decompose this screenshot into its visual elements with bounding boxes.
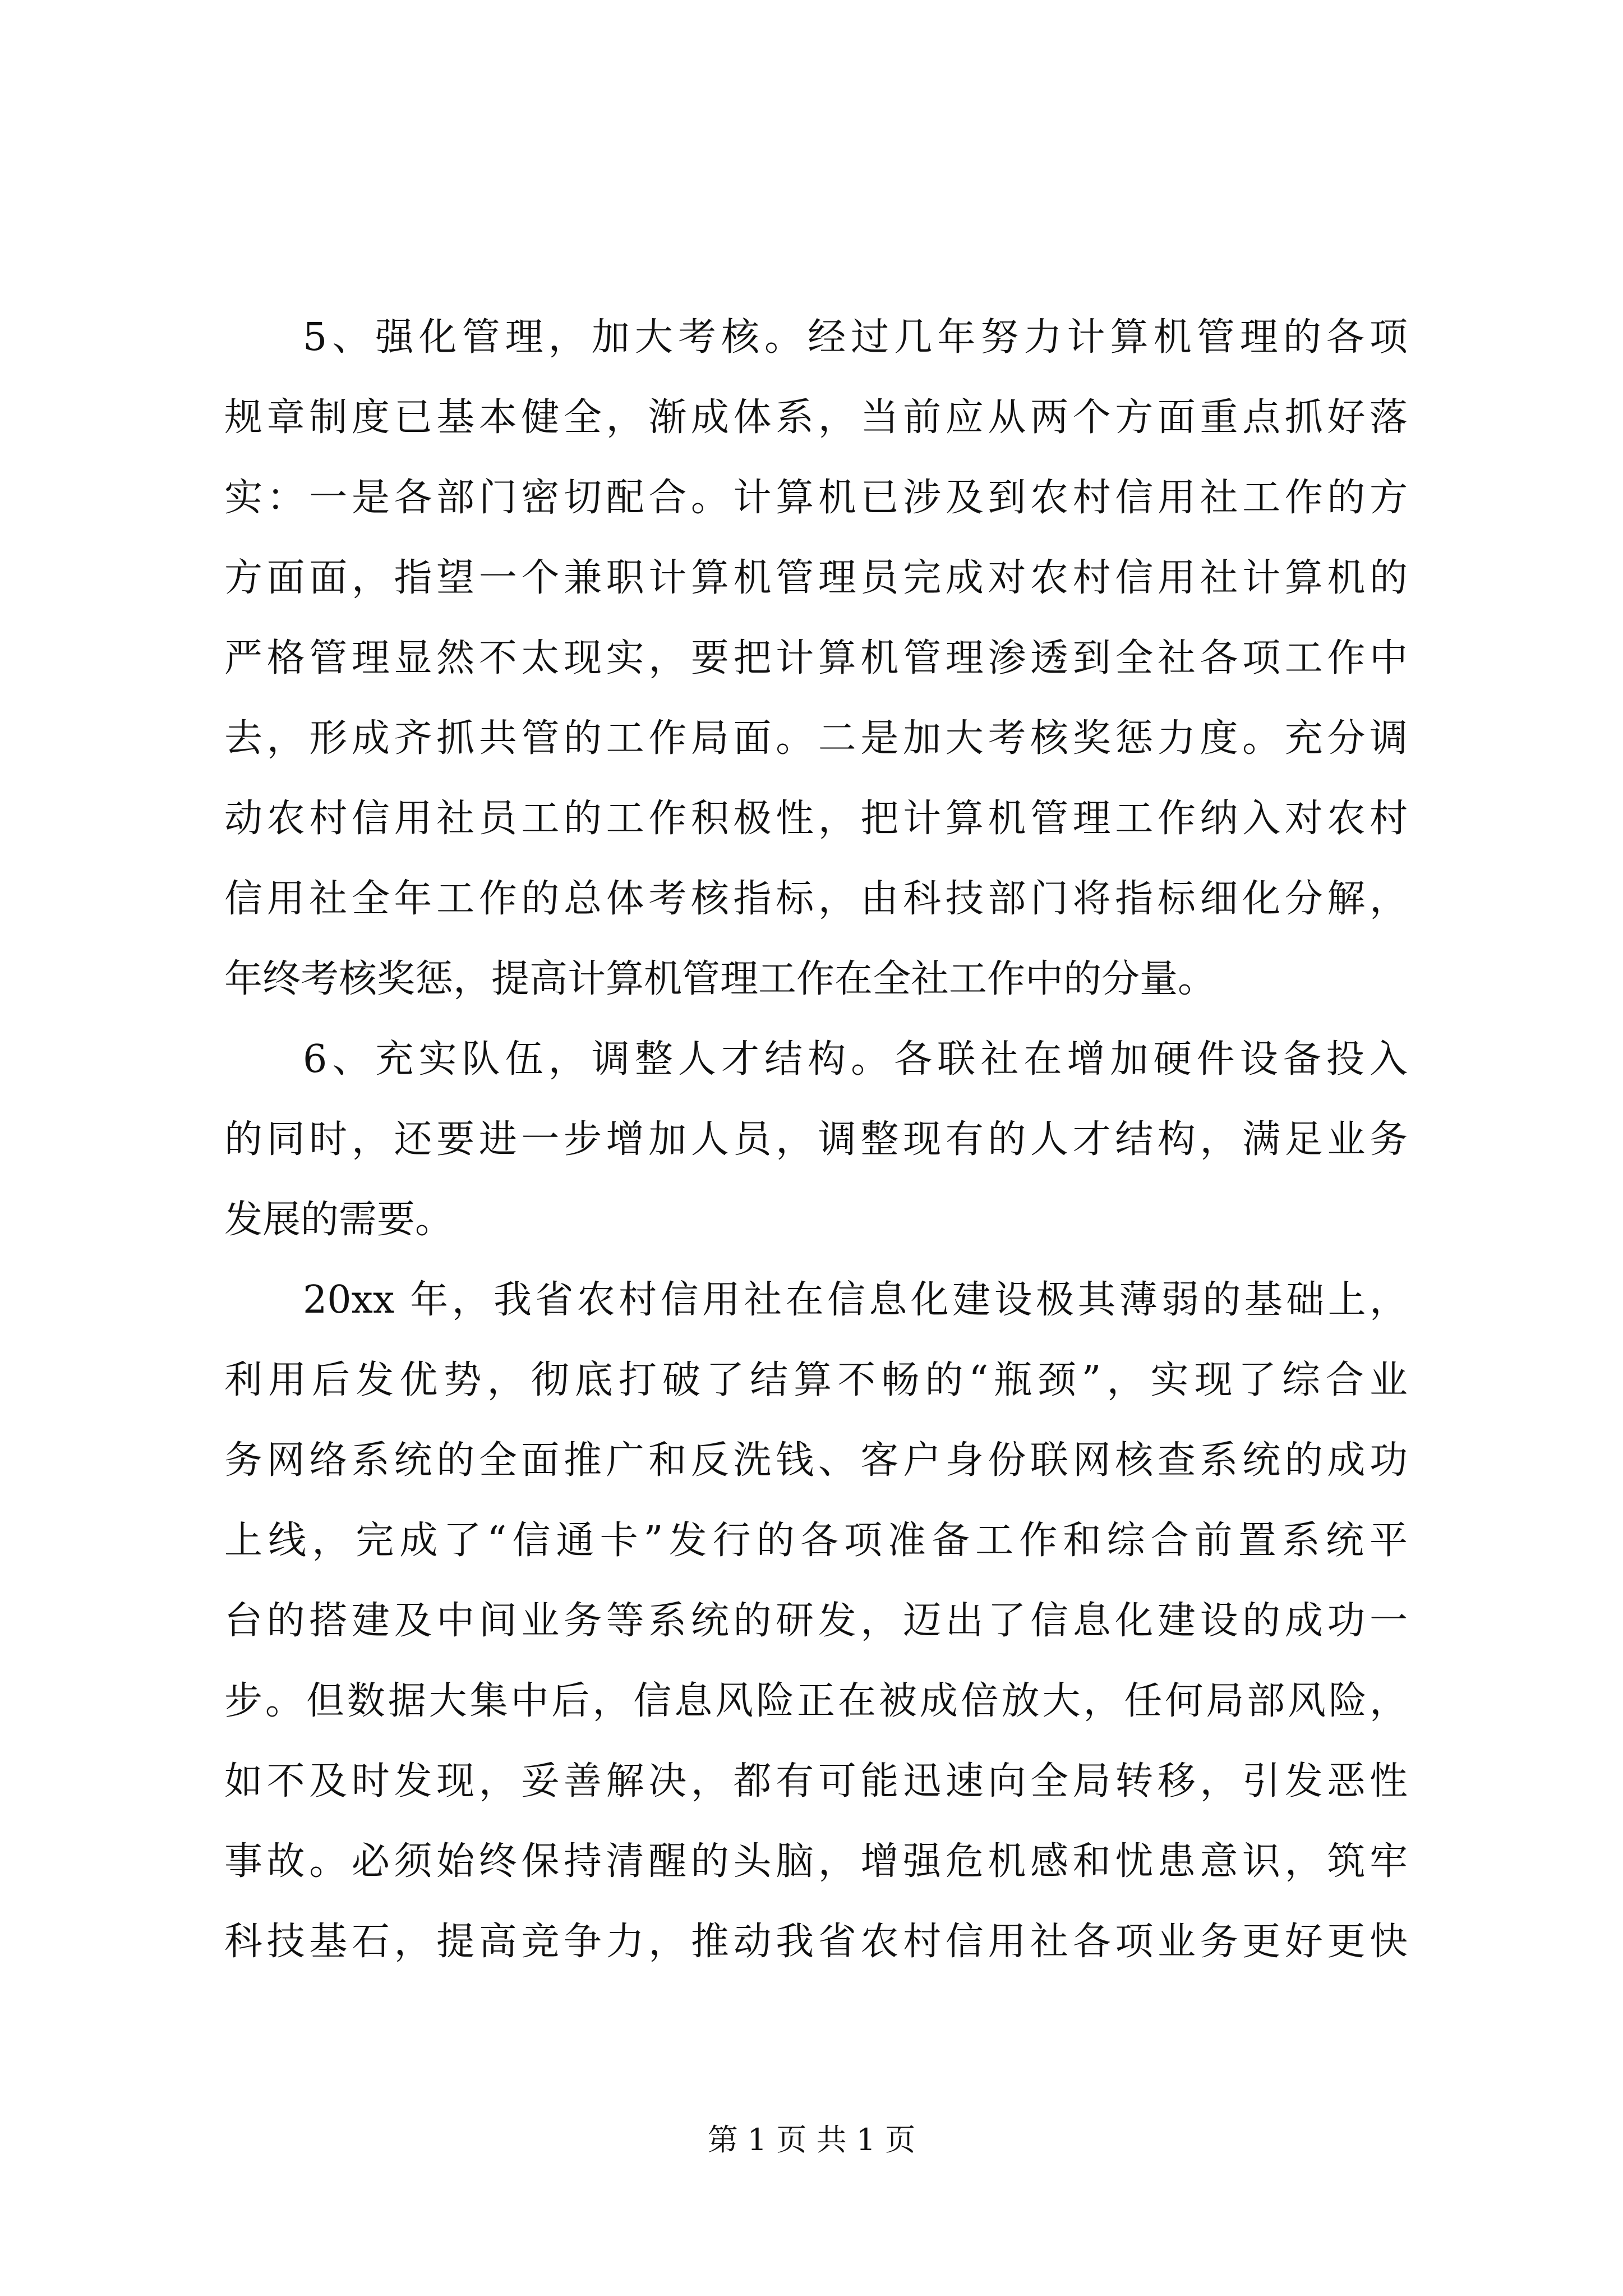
- text-line: 的同时，还要进一步增加人员，调整现有的人才结构，满足业务: [224, 1117, 1408, 1162]
- text-line: 步。但数据大集中后，信息风险正在被成倍放大，任何局部风险，: [224, 1679, 1408, 1723]
- text-line: 务网络系统的全面推广和反洗钱、客户身份联网核查系统的成功: [224, 1438, 1408, 1483]
- document-body: [224, 297, 1408, 1982]
- text-line: 5、强化管理，加大考核。经过几年努力计算机管理的各项: [303, 315, 1408, 360]
- text-line: 信用社全年工作的总体考核指标，由科技部门将指标细化分解，: [224, 877, 1408, 921]
- text-line: 利用后发优势，彻底打破了结算不畅的“瓶颈”，实现了综合业: [224, 1358, 1408, 1402]
- text-line: 方面面，指望一个兼职计算机管理员完成对农村信用社计算机的: [224, 556, 1408, 600]
- paragraph-summary: [224, 1260, 1408, 1982]
- text-line: 年终考核奖惩，提高计算机管理工作在全社工作中的分量。: [224, 957, 1216, 1001]
- text-line: 实：一是各部门密切配合。计算机已涉及到农村信用社工作的方: [224, 476, 1408, 520]
- text-line: 动农村信用社员工的工作积极性，把计算机管理工作纳入对农村: [224, 797, 1408, 841]
- text-line: 20xx 年，我省农村信用社在信息化建设极其薄弱的基础上，: [303, 1278, 1408, 1322]
- text-line: 科技基石，提高竞争力，推动我省农村信用社各项业务更好更快: [224, 1920, 1408, 1964]
- page-footer: 第 1 页 共 1 页: [707, 2122, 916, 2157]
- paragraph-5: [224, 297, 1408, 1019]
- text-line: 发展的需要。: [224, 1198, 454, 1242]
- text-line: 上线，完成了“信通卡”发行的各项准备工作和综合前置系统平: [224, 1519, 1408, 1563]
- text-line: 去，形成齐抓共管的工作局面。二是加大考核奖惩力度。充分调: [224, 716, 1408, 761]
- text-line: 6、充实队伍，调整人才结构。各联社在增加硬件设备投入: [303, 1037, 1408, 1082]
- text-line: 如不及时发现，妥善解决，都有可能迅速向全局转移，引发恶性: [224, 1759, 1408, 1803]
- paragraph-6: [224, 1019, 1408, 1260]
- text-line: 规章制度已基本健全，渐成体系，当前应从两个方面重点抓好落: [224, 395, 1408, 440]
- text-line: 事故。必须始终保持清醒的头脑，增强危机感和忧患意识，筑牢: [224, 1839, 1408, 1884]
- text-line: 严格管理显然不太现实，要把计算机管理渗透到全社各项工作中: [224, 636, 1408, 680]
- text-line: 台的搭建及中间业务等系统的研发，迈出了信息化建设的成功一: [224, 1599, 1408, 1643]
